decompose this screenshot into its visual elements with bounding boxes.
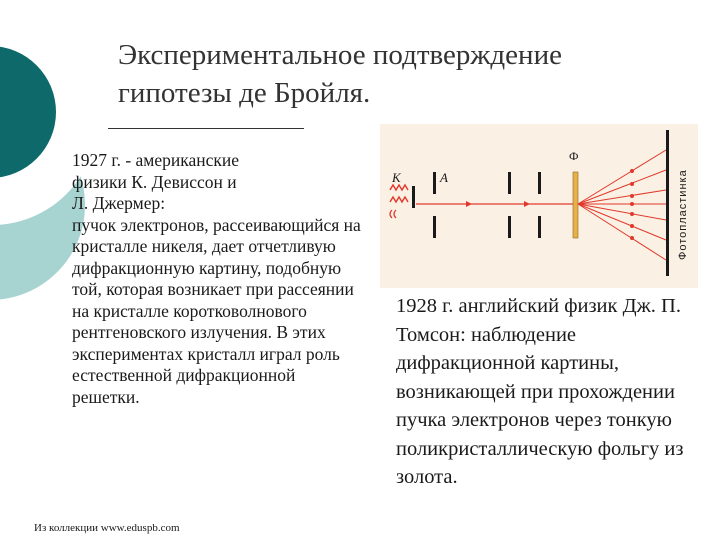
plate-label: Фотопластинка [677, 169, 689, 260]
photo-plate [666, 130, 669, 276]
title-line-2: гипотезы де Бройля. [118, 77, 371, 109]
cathode-filament [390, 185, 408, 190]
label-a: A [440, 170, 448, 185]
diffracted-rays [578, 150, 666, 260]
filament-coil [390, 210, 396, 218]
thomson-text: 1928 г. английский физик Дж. П. Томсон: наблюдение дифракционной картины, возникающей при прохождении пучка электронов через тонкую поликристаллическую фольгу из золота. [396, 295, 684, 488]
label-k: K [392, 170, 401, 185]
slide-title [118, 36, 678, 112]
anode-top [433, 172, 436, 194]
diaphragm-2-top [538, 172, 541, 194]
ray-arrows [630, 169, 634, 240]
diaphragm-1-top [508, 172, 511, 194]
thomson-experiment-diagram [380, 124, 698, 288]
cathode-filament-2 [390, 197, 408, 202]
left-body: пучок электронов, рассеивающийся на кристалле никеля, дает отчетливую дифракционную картину, подобную той, которая возникает при рассеянии на кристалле коротковолнового рентгеновского излучения. В этих экспериментах кристалл играл роль естественной дифракционной решетки. [72, 214, 361, 407]
gold-foil [573, 172, 578, 238]
left-line-3: Л. Джермер: [72, 193, 166, 213]
left-line-2: физики К. Девиссон и [72, 171, 237, 192]
diaphragm-1-bottom [508, 216, 511, 238]
label-f: Ф [569, 149, 579, 163]
anode-bottom [433, 216, 436, 238]
left-line-1: 1927 г. - американские [72, 150, 240, 170]
davisson-germer-text [72, 150, 362, 408]
title-underline [108, 128, 304, 129]
diagram-svg [380, 124, 698, 288]
cathode-plate [412, 186, 415, 208]
title-line-1: Экспериментальное подтверждение [118, 39, 562, 71]
diaphragm-2-bottom [538, 216, 541, 238]
source-credit: Из коллекции www.eduspb.com [34, 522, 180, 534]
